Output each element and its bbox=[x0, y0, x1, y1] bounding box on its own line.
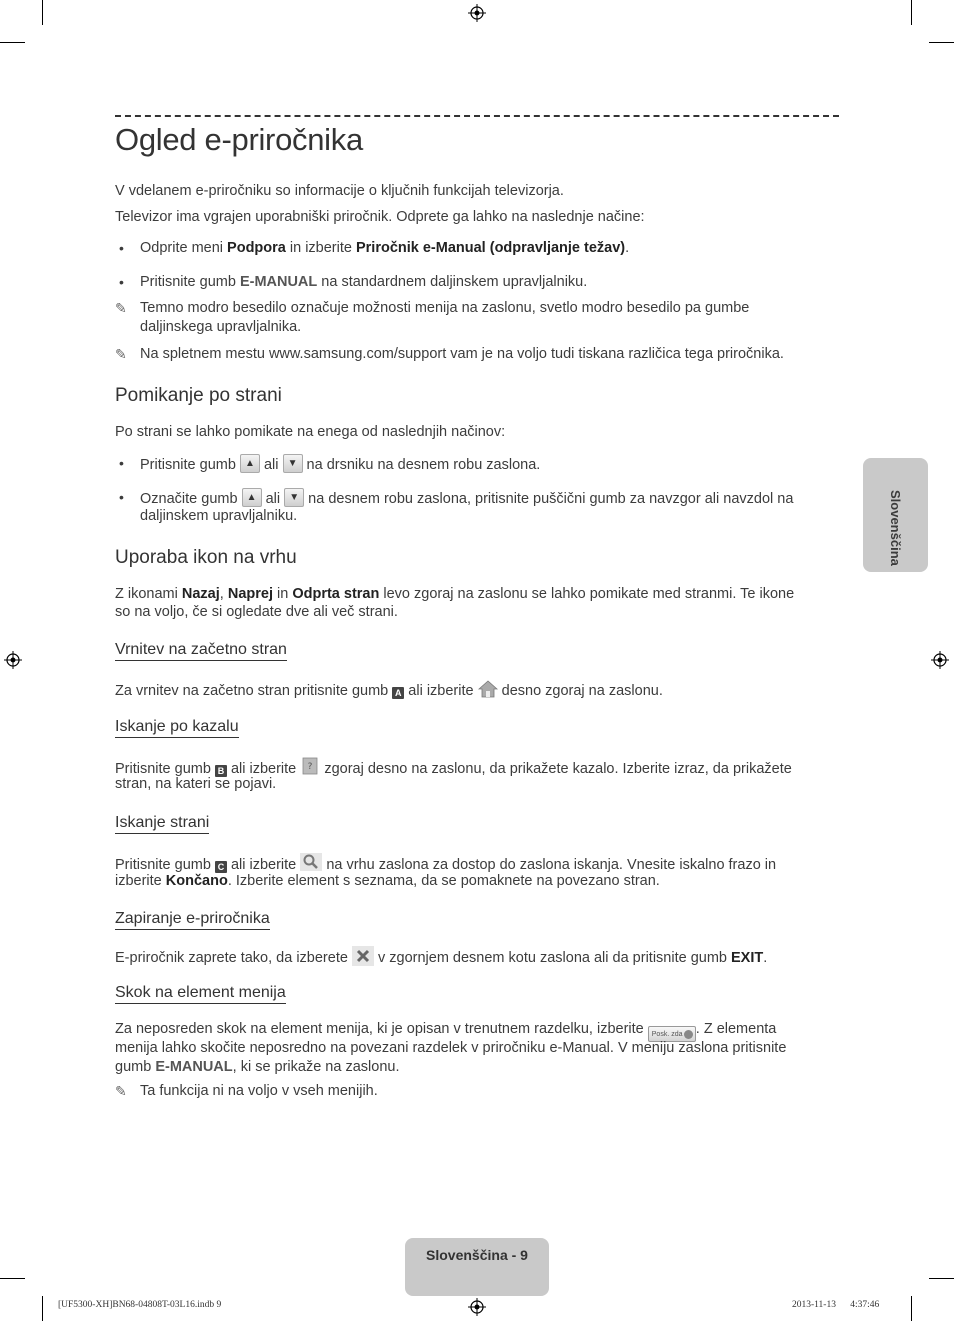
bullet: • bbox=[119, 489, 124, 505]
crop-mark bbox=[929, 42, 954, 43]
magnifier-icon bbox=[300, 853, 322, 871]
list-item: Pritisnite gumb E-MANUAL na standardnem daljinskem upravljalniku. bbox=[140, 274, 588, 290]
registration-mark-icon bbox=[931, 651, 949, 669]
svg-text:?: ? bbox=[307, 762, 313, 772]
language-side-tab-label: Slovenščina bbox=[888, 490, 903, 566]
page-number: Slovenščina - 9 bbox=[426, 1247, 528, 1263]
up-arrow-icon: ▲ bbox=[240, 454, 260, 473]
subsection-heading: Iskanje strani bbox=[115, 814, 209, 834]
down-arrow-icon: ▼ bbox=[284, 488, 304, 507]
paragraph: Po strani se lahko pomikate na enega od naslednjih načinov: bbox=[115, 424, 506, 440]
jump-button-icon: Posk. zda bbox=[648, 1026, 696, 1042]
note-text: Temno modro besedilo označuje možnosti menija na zaslonu, svetlo modro besedilo pa gumbe bbox=[140, 300, 750, 316]
crop-mark bbox=[0, 42, 25, 43]
a-key-icon: A bbox=[392, 687, 404, 699]
list-item-continuation: daljinskem upravljalniku. bbox=[140, 508, 298, 524]
intro-line: V vdelanem e-priročniku so informacije o ključnih funkcijah televizorja. bbox=[115, 183, 564, 199]
crop-mark bbox=[911, 1296, 912, 1321]
note-text: Na spletnem mestu www.samsung.com/support vam je na voljo tudi tiskana različica tega priročnika. bbox=[140, 346, 784, 362]
crop-mark bbox=[42, 0, 43, 25]
home-icon bbox=[478, 680, 498, 698]
paragraph: Pritisnite gumb B ali izberite ? zgoraj desno na zaslonu, da prikažete kazalo. Izberite izraz, da prikažete bbox=[115, 757, 792, 779]
paragraph: Z ikonami Nazaj, Naprej in Odprta stran levo zgoraj na zaslonu se lahko pomikate med stranmi. Te ikone bbox=[115, 586, 795, 602]
paragraph: izberite Končano. Izberite element s seznama, da se pomaknete na povezano stran. bbox=[115, 873, 660, 889]
crop-mark bbox=[929, 1278, 954, 1279]
note-text: daljinskega upravljalnika. bbox=[140, 319, 302, 335]
pencil-note-icon: ✎ bbox=[115, 346, 127, 362]
registration-mark-icon bbox=[4, 651, 22, 669]
crop-mark bbox=[42, 1296, 43, 1321]
section-heading: Uporaba ikon na vrhu bbox=[115, 547, 297, 568]
section-heading: Pomikanje po strani bbox=[115, 385, 282, 406]
pencil-note-icon: ✎ bbox=[115, 300, 127, 316]
c-key-icon: C bbox=[215, 861, 227, 873]
note-text: Ta funkcija ni na voljo v vseh menijih. bbox=[140, 1083, 378, 1099]
paragraph: Pritisnite gumb C ali izberite na vrhu zaslona za dostop do zaslona iskanja. Vnesite iskalno frazo in bbox=[115, 853, 776, 875]
print-timestamp: 2013-11-13 4:37:46 bbox=[792, 1300, 880, 1310]
subsection-heading: Skok na element menija bbox=[115, 984, 286, 1004]
list-item: Označite gumb ▲ ali ▼ na desnem robu zaslona, pritisnite puščični gumb za navzgor ali navzdol na bbox=[140, 488, 793, 509]
paragraph: Za vrnitev na začetno stran pritisnite gumb A ali izberite desno zgoraj na zaslonu. bbox=[115, 680, 663, 701]
page-title: Ogled e-priročnika bbox=[115, 122, 363, 157]
title-divider bbox=[115, 115, 839, 117]
paragraph: E-priročnik zaprete tako, da izberete v zgornjem desnem kotu zaslona ali da pritisnite gumb EXIT. bbox=[115, 946, 767, 968]
paragraph: menija lahko skočite neposredno na povezani razdelek v priročniku e-Manual. V meniju zaslona pritisnite bbox=[115, 1040, 787, 1056]
subsection-heading: Iskanje po kazalu bbox=[115, 718, 239, 738]
print-file-info: [UF5300-XH]BN68-04808T-03L16.indb 9 bbox=[58, 1300, 222, 1310]
paragraph: gumb E-MANUAL, ki se prikaže na zaslonu. bbox=[115, 1059, 400, 1075]
paragraph: stran, na kateri se pojavi. bbox=[115, 776, 277, 792]
registration-mark-icon bbox=[468, 1298, 486, 1316]
bullet: • bbox=[119, 240, 124, 256]
crop-mark bbox=[911, 0, 912, 25]
list-item: Odprite meni Podpora in izberite Priročnik e-Manual (odpravljanje težav). bbox=[140, 240, 630, 256]
close-x-icon bbox=[352, 946, 374, 966]
intro-line: Televizor ima vgrajen uporabniški priročnik. Odprete ga lahko na naslednje načine: bbox=[115, 209, 645, 225]
down-arrow-icon: ▼ bbox=[283, 454, 303, 473]
paragraph: Za neposreden skok na element menija, ki je opisan v trenutnem razdelku, izberite Posk. zda . Z elementa bbox=[115, 1020, 776, 1042]
pencil-note-icon: ✎ bbox=[115, 1083, 127, 1099]
registration-mark-icon bbox=[468, 4, 486, 22]
crop-mark bbox=[0, 1278, 25, 1279]
b-key-icon: B bbox=[215, 765, 227, 777]
up-arrow-icon: ▲ bbox=[242, 488, 262, 507]
bullet: • bbox=[119, 274, 124, 290]
list-item: Pritisnite gumb ▲ ali ▼ na drsniku na desnem robu zaslona. bbox=[140, 454, 540, 475]
paragraph: so na voljo, če si ogledate dve ali več strani. bbox=[115, 604, 398, 620]
subsection-heading: Vrnitev na začetno stran bbox=[115, 641, 287, 661]
index-book-icon bbox=[300, 757, 320, 775]
bullet: • bbox=[119, 455, 124, 471]
subsection-heading: Zapiranje e-priročnika bbox=[115, 910, 270, 930]
